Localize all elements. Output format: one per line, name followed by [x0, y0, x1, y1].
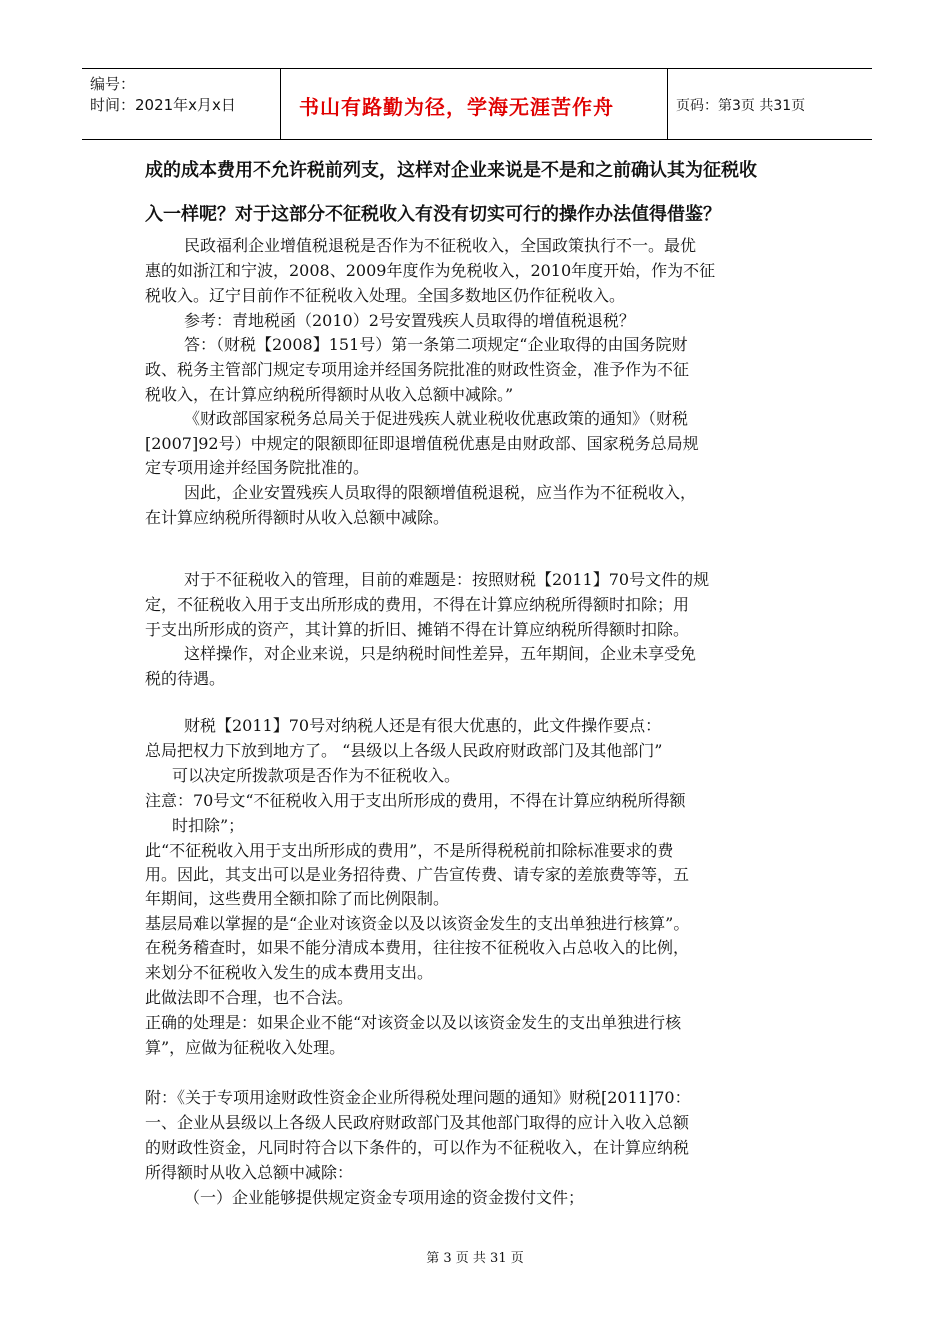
page-footer: 第 3 页 共 31 页	[426, 1251, 524, 1266]
body-line: 这样操作，对企业来说，只是纳税时间性差异，五年期间，企业未享受免	[184, 644, 697, 663]
body-line: 政、税务主管部门规定专项用途并经国务院批准的财政性资金，准予作为不征	[145, 360, 690, 379]
date-label: 时间：2021年x月x日	[90, 96, 236, 114]
body-line: 财税【2011】70号对纳税人还是有很大优惠的，此文件操作要点：	[184, 716, 662, 735]
motto: 书山有路勤为径，学海无涯苦作舟	[299, 95, 614, 119]
body-line: 因此，企业安置残疾人员取得的限额增值税退税，应当作为不征税收入，	[184, 483, 697, 502]
body-line: 时扣除”；	[172, 816, 245, 835]
body-line: 基层局难以掌握的是“企业对该资金以及以该资金发生的支出单独进行核算”。	[145, 914, 690, 933]
body-line: 税收入。辽宁目前作不征税收入处理。全国多数地区仍作征税收入。	[145, 286, 626, 305]
body-line: 用。因此，其支出可以是业务招待费、广告宣传费、请专家的差旅费等等，五	[145, 865, 690, 884]
body-line: 算”，应做为征税收入处理。	[145, 1038, 346, 1057]
body-line: 的财政性资金，凡同时符合以下条件的，可以作为不征税收入，在计算应纳税	[145, 1138, 690, 1157]
body-line: 在计算应纳税所得额时从收入总额中减除。	[145, 508, 450, 527]
body-line: 所得额时从收入总额中减除：	[145, 1163, 354, 1182]
body-line: 正确的处理是：如果企业不能“对该资金以及以该资金发生的支出单独进行核	[145, 1013, 682, 1032]
body-line: 注意：70号文“不征税收入用于支出所形成的费用，不得在计算应纳税所得额	[145, 791, 686, 810]
body-line: 一、企业从县级以上各级人民政府财政部门及其他部门取得的应计入收入总额	[145, 1113, 690, 1132]
body-line: 民政福利企业增值税退税是否作为不征税收入，全国政策执行不一。最优	[184, 236, 697, 255]
body-line: 对于不征税收入的管理，目前的难题是：按照财税【2011】70号文件的规	[184, 570, 710, 589]
body-line: 参考：青地税函（2010）2号安置残疾人员取得的增值税退税？	[184, 311, 635, 330]
body-line: 来划分不征税收入发生的成本费用支出。	[145, 963, 434, 982]
body-line: 税的待遇。	[145, 669, 226, 688]
body-line: （一）企业能够提供规定资金专项用途的资金拨付文件；	[184, 1188, 585, 1207]
body-line: 定专项用途并经国务院批准的。	[145, 458, 370, 477]
body-line: 成的成本费用不允许税前列支，这样对企业来说是不是和之前确认其为征税收	[145, 160, 757, 181]
body-line: 惠的如浙江和宁波，2008、2009年度作为免税收入，2010年度开始，作为不征	[145, 261, 716, 280]
body-line: 附：《关于专项用途财政性资金企业所得税处理问题的通知》财税[2011]70：	[145, 1088, 691, 1107]
body-line: 于支出所形成的资产，其计算的折旧、摊销不得在计算应纳税所得额时扣除。	[145, 620, 690, 639]
header-meta-cell	[82, 69, 281, 139]
page-number: 页码：第3页 共31页	[676, 98, 806, 114]
number-label: 编号：	[90, 75, 136, 93]
body-line: 此“不征税收入用于支出所形成的费用”，不是所得税税前扣除标准要求的费	[145, 841, 674, 860]
header-page-cell	[668, 69, 872, 139]
body-line: 总局把权力下放到地方了。 “县级以上各级人民政府财政部门及其他部门”	[145, 741, 663, 760]
body-line: 年期间，这些费用全额扣除了而比例限制。	[145, 889, 450, 908]
page-header	[82, 68, 872, 140]
body-line: 在税务稽查时，如果不能分清成本费用，往往按不征税收入占总收入的比例，	[145, 938, 690, 957]
body-line: 答：（财税【2008】151号）第一条第二项规定“企业取得的由国务院财	[184, 335, 688, 354]
body-line: 入一样呢？对于这部分不征税收入有没有切实可行的操作办法值得借鉴？	[145, 204, 721, 225]
body-line: [2007]92号）中规定的限额即征即退增值税优惠是由财政部、国家税务总局规	[145, 434, 699, 453]
body-line: 此做法即不合理，也不合法。	[145, 988, 354, 1007]
body-line: 税收入，在计算应纳税所得额时从收入总额中减除。”	[145, 385, 514, 404]
body-line: 可以决定所拨款项是否作为不征税收入。	[172, 766, 461, 785]
body-line: 定，不征税收入用于支出所形成的费用，不得在计算应纳税所得额时扣除；用	[145, 595, 690, 614]
header-motto-cell	[281, 69, 668, 139]
body-line: 《财政部国家税务总局关于促进残疾人就业税收优惠政策的通知》（财税	[184, 409, 689, 428]
